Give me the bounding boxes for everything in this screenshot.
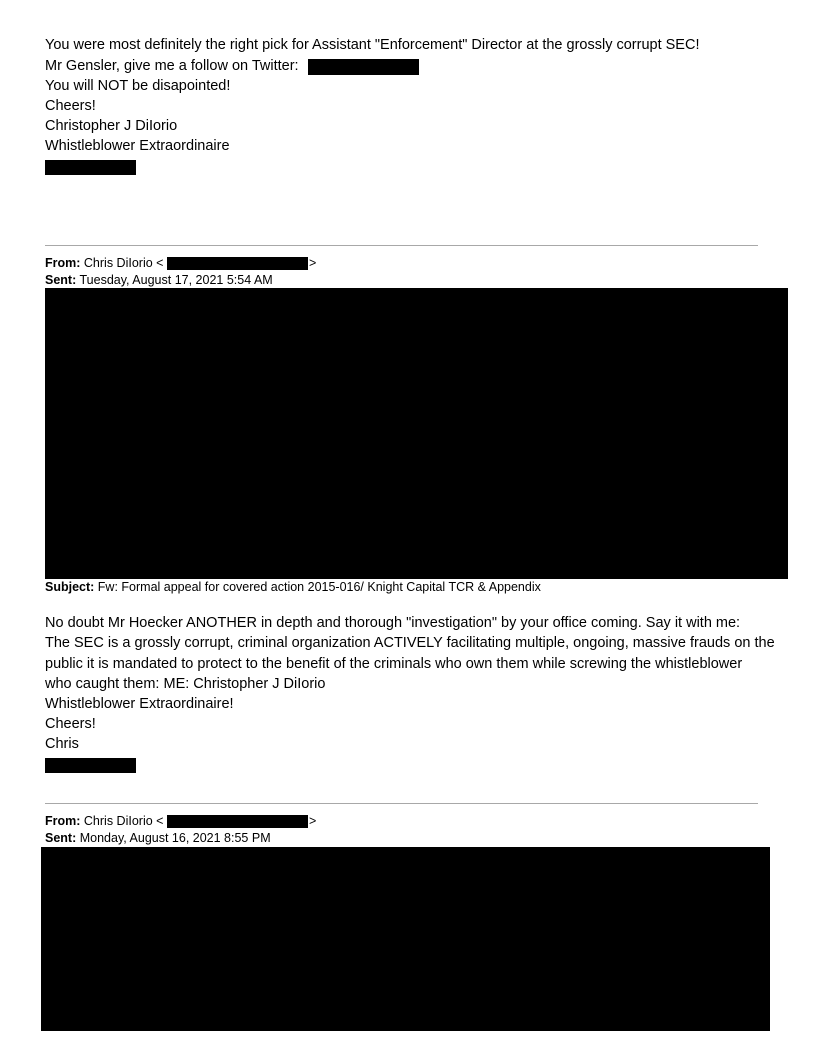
subject-line: [45, 579, 541, 595]
sent-label: Sent:: [45, 273, 77, 287]
body-line: public it is mandated to protect to the benefit of the criminals who own them while screwing the whistleblower: [45, 656, 743, 672]
from-line: [45, 813, 163, 829]
from-name: Chris DiIorio <: [83, 256, 164, 270]
body-line: The SEC is a grossly corrupt, criminal organization ACTIVELY facilitating multiple, ongoing, massive frauds on the: [45, 635, 775, 651]
redaction-box: [167, 815, 308, 828]
from-label: From:: [45, 256, 81, 270]
body-line: Whistleblower Extraordinaire!: [45, 696, 234, 712]
redaction-box: [167, 257, 308, 270]
from-close: >: [309, 814, 317, 828]
email-divider: [45, 803, 758, 804]
redaction-box: [45, 758, 136, 773]
redaction-box: [45, 160, 136, 175]
redaction-box: [308, 59, 419, 75]
message-line: Christopher J DiIorio: [45, 118, 178, 134]
sent-label: Sent:: [45, 831, 77, 845]
email-divider: [45, 245, 758, 246]
body-line: Chris: [45, 736, 79, 752]
body-line: No doubt Mr Hoecker ANOTHER in depth and thorough "investigation" by your office coming. Say it with me:: [45, 615, 741, 631]
sent-line: [45, 272, 273, 288]
message-line: Mr Gensler, give me a follow on Twitter:: [45, 58, 299, 74]
subject-value: Fw: Formal appeal for covered action 2015-016/ Knight Capital TCR & Appendix: [97, 580, 541, 594]
message-line: Whistleblower Extraordinaire: [45, 138, 230, 154]
message-line: You will NOT be disapointed!: [45, 78, 231, 94]
sent-value: Monday, August 16, 2021 8:55 PM: [79, 831, 271, 845]
redaction-box: [41, 847, 770, 1031]
from-close: >: [309, 256, 317, 270]
sent-value: Tuesday, August 17, 2021 5:54 AM: [79, 273, 273, 287]
body-line: Cheers!: [45, 716, 96, 732]
from-line: [45, 255, 163, 271]
redaction-box: [45, 288, 788, 579]
subject-label: Subject:: [45, 580, 95, 594]
sent-line: [45, 830, 271, 846]
from-name: Chris DiIorio <: [83, 814, 164, 828]
message-line: You were most definitely the right pick for Assistant "Enforcement" Director at the grossly corrupt SEC!: [45, 37, 700, 53]
body-line: who caught them: ME: Christopher J DiIorio: [45, 676, 326, 692]
from-label: From:: [45, 814, 81, 828]
message-line: Cheers!: [45, 98, 96, 114]
